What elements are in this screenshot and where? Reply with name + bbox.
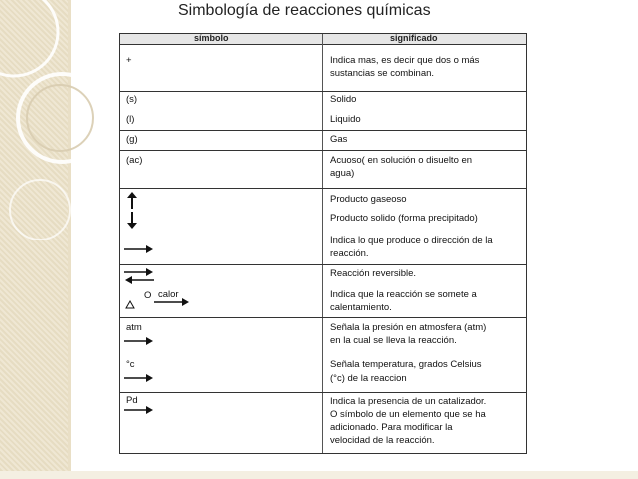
symbol-plus: + <box>126 55 132 66</box>
row-divider <box>120 264 526 265</box>
meaning-heat-line1: Indica que la reacción se somete a <box>330 289 477 300</box>
heat-arrow-icon <box>124 296 190 310</box>
row-divider <box>120 130 526 131</box>
meaning-atm-line2: en la cual se lleva la reacción. <box>330 335 457 346</box>
table-header <box>120 34 526 45</box>
meaning-atm-line1: Señala la presión en atmosfera (atm) <box>330 322 487 333</box>
row-divider <box>120 392 526 393</box>
symbol-solid: (s) <box>126 94 138 105</box>
symbol-liquid: (l) <box>126 114 135 125</box>
header-meaning: significado <box>390 33 438 43</box>
meaning-catalyst-line3: adicionado. Para modificar la <box>330 422 453 433</box>
celsius-arrow-icon <box>124 373 154 383</box>
meaning-catalyst-line1: Indica la presencia de un catalizador. <box>330 396 487 407</box>
catalyst-arrow-icon <box>124 405 154 415</box>
meaning-solid: Solido <box>330 94 357 105</box>
meaning-aqueous-line2: agua) <box>330 168 355 179</box>
column-divider <box>322 34 323 453</box>
up-arrow-icon <box>126 192 138 210</box>
symbols-table <box>119 33 527 454</box>
meaning-gaseous-product: Producto gaseoso <box>330 194 407 205</box>
reversible-arrows-icon <box>124 268 154 284</box>
right-arrow-icon <box>124 244 154 254</box>
header-symbol: símbolo <box>194 33 229 43</box>
symbol-heat: calor <box>158 289 179 300</box>
meaning-catalyst-line2: O símbolo de un elemento que se ha <box>330 409 486 420</box>
row-divider <box>120 150 526 151</box>
symbol-aqueous: (ac) <box>126 155 143 166</box>
row-divider <box>120 91 526 92</box>
atm-arrow-icon <box>124 336 154 346</box>
meaning-heat-line2: calentamiento. <box>330 302 392 313</box>
meaning-plus-line1: Indica mas, es decir que dos o más <box>330 55 480 66</box>
meaning-plus-line2: sustancias se combinan. <box>330 68 435 79</box>
symbol-gas: (g) <box>126 134 138 145</box>
meaning-reversible: Reacción reversible. <box>330 268 417 279</box>
meaning-catalyst-line4: velocidad de la reacción. <box>330 435 435 446</box>
symbol-atm: atm <box>126 322 142 333</box>
decorative-bottom-band <box>0 471 638 479</box>
meaning-gas: Gas <box>330 134 348 145</box>
meaning-liquid: Liquido <box>330 114 361 125</box>
symbol-catalyst: Pd <box>126 395 138 406</box>
meaning-celsius-line2: (°c) de la reaccion <box>330 373 407 384</box>
meaning-produces-line1: Indica lo que produce o dirección de la <box>330 235 493 246</box>
meaning-solid-product: Producto solido (forma precipitado) <box>330 213 478 224</box>
down-arrow-icon <box>126 212 138 230</box>
row-divider <box>120 317 526 318</box>
symbol-celsius: °c <box>126 359 135 370</box>
meaning-aqueous-line1: Acuoso( en solución o disuelto en <box>330 155 473 166</box>
symbol-heat-prefix: O <box>144 290 152 301</box>
row-divider <box>120 188 526 189</box>
slide-title: Simbología de reacciones químicas <box>178 2 431 19</box>
meaning-produces-line2: reacción. <box>330 248 369 259</box>
meaning-celsius-line1: Señala temperatura, grados Celsius <box>330 359 482 370</box>
